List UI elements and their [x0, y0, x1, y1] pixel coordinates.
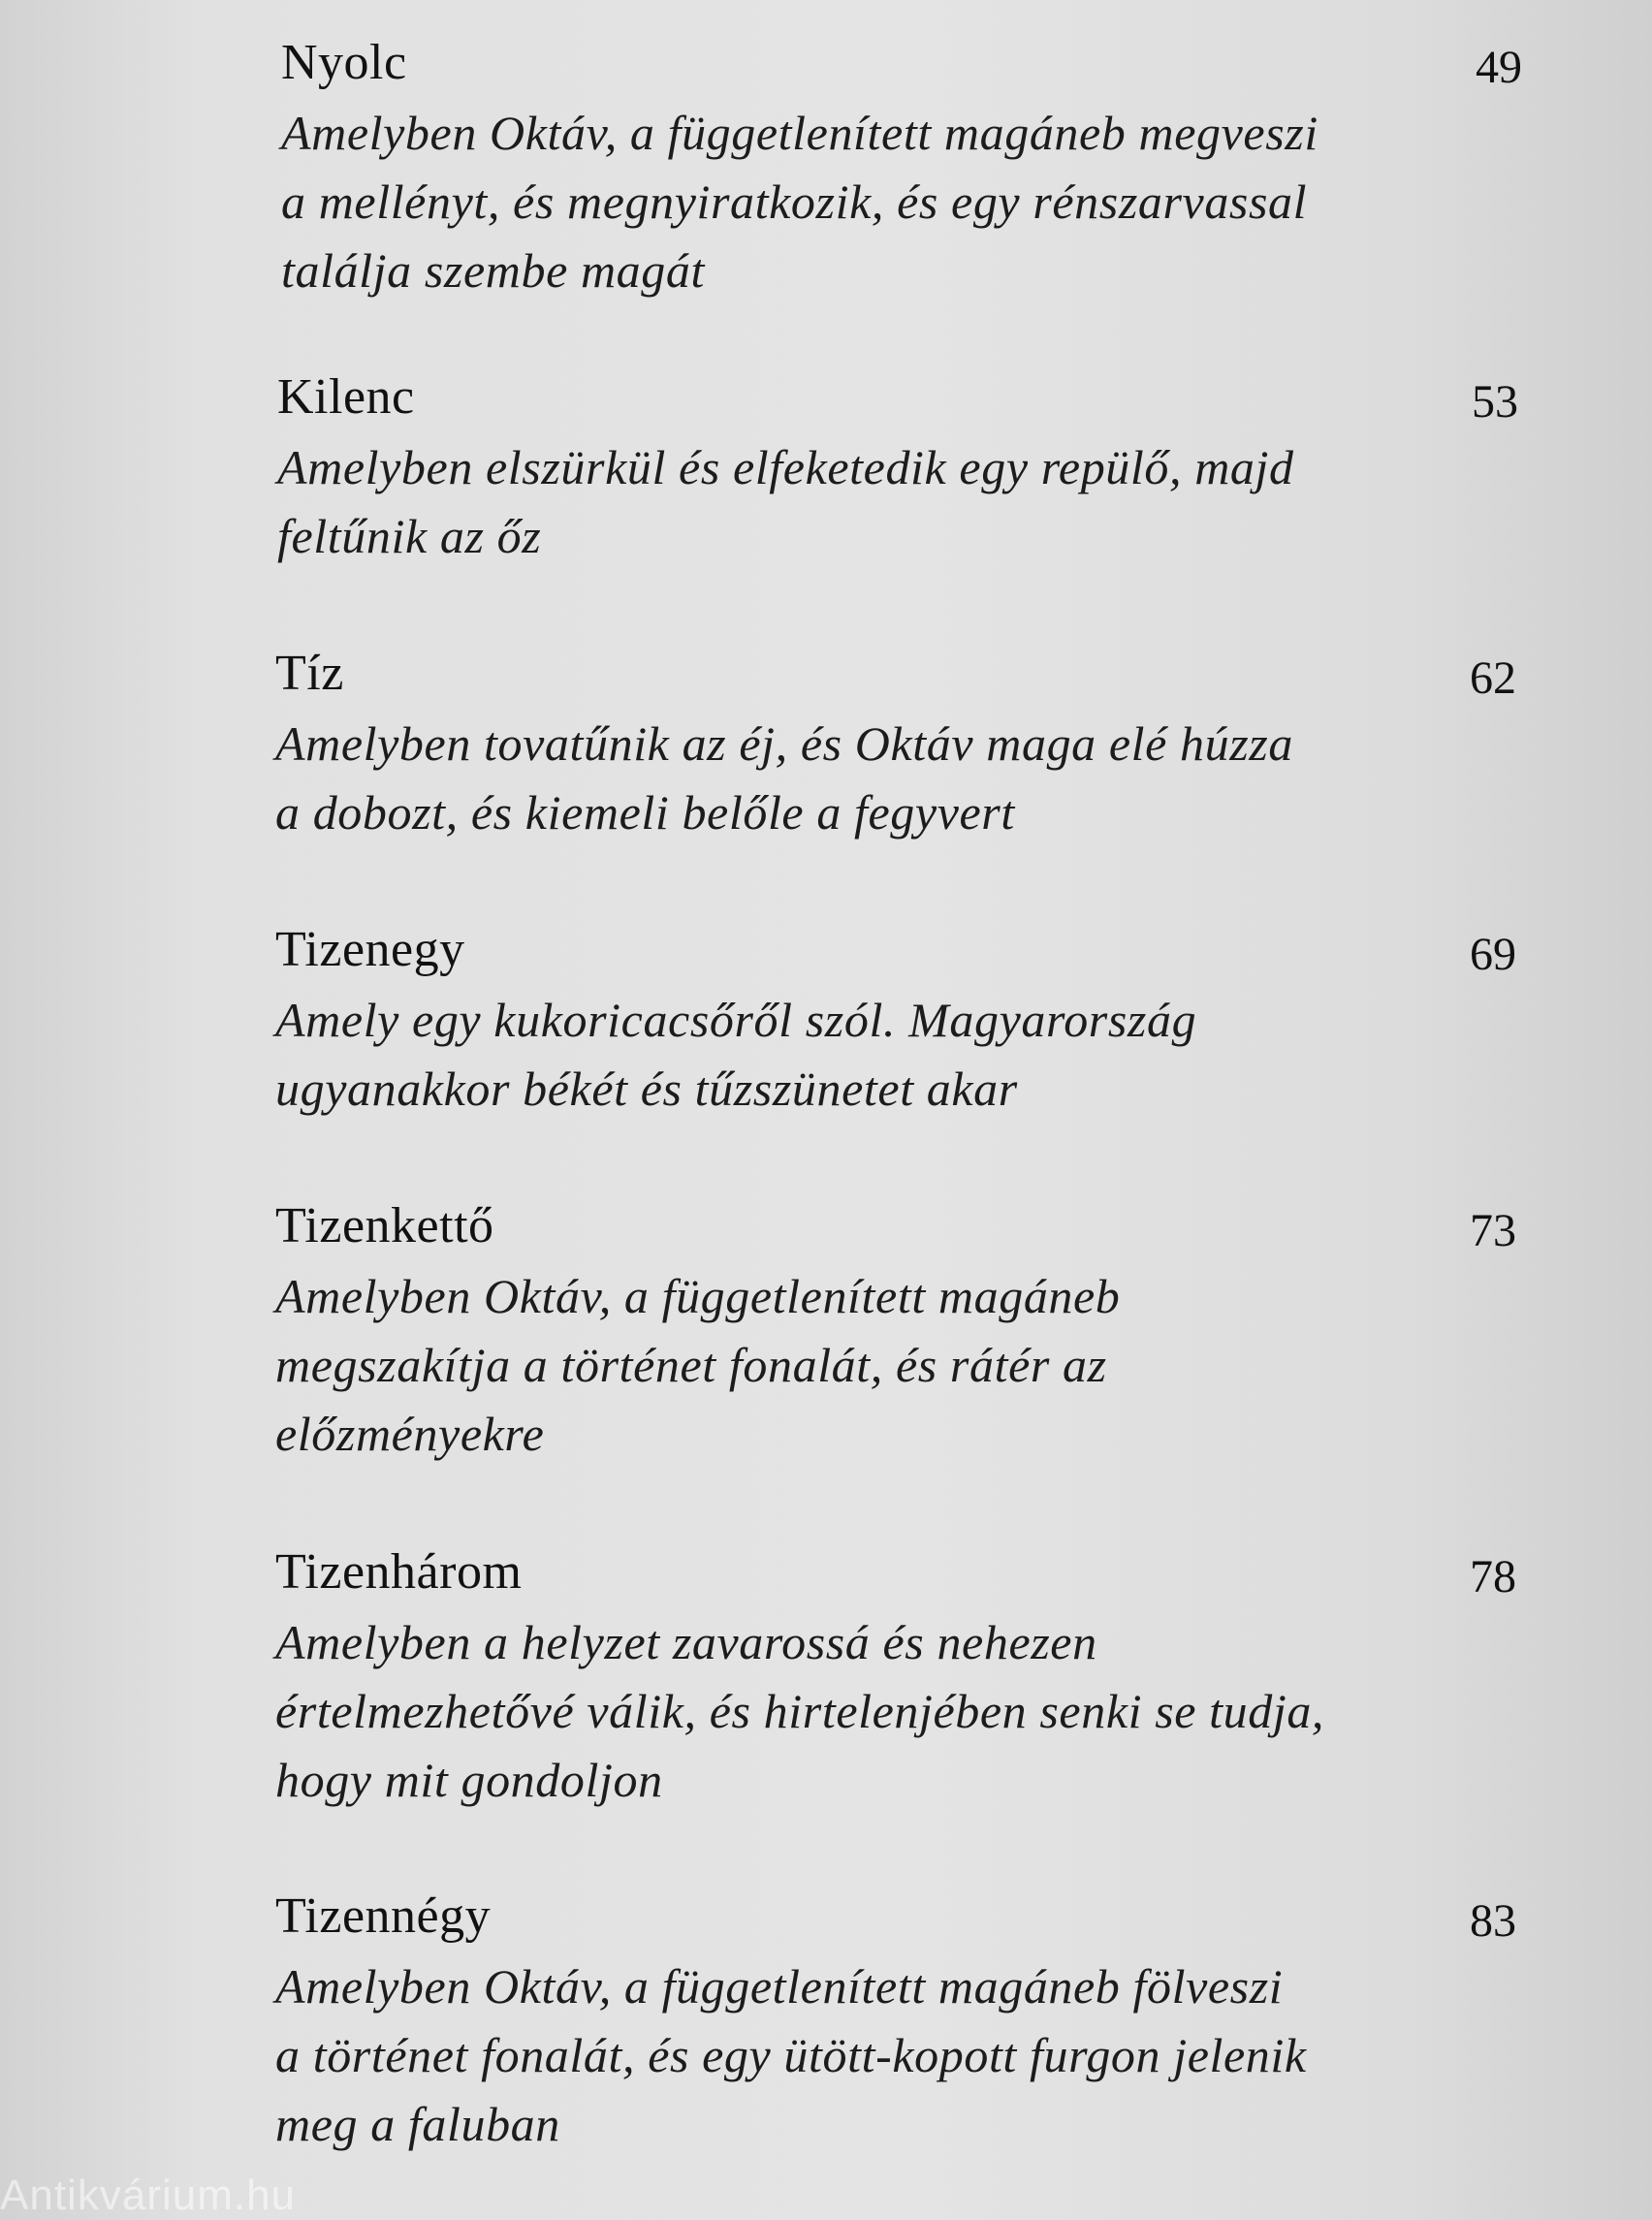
chapter-title: Tizennégy: [275, 1888, 492, 1944]
description-line: a történet fonalát, és egy ütött-kopott furgon jelenik: [275, 2028, 1307, 2082]
chapter-title: Kilenc: [277, 369, 415, 425]
description-line: Amely egy kukoricacsőről szól. Magyarország: [275, 993, 1197, 1047]
description-line: előzményekre: [275, 1407, 545, 1461]
chapter-title: Tizenkettő: [275, 1198, 494, 1253]
description-line: a dobozt, és kiemeli belőle a fegyvert: [275, 785, 1015, 840]
toc-entry: [275, 640, 1526, 847]
chapter-description: [275, 986, 1419, 1124]
chapter-description: [275, 1262, 1419, 1469]
description-line: Amelyben Oktáv, a függetlenített magáneb fölveszi: [275, 1959, 1284, 2014]
toc-entry: [277, 364, 1528, 571]
description-line: meg a faluban: [275, 2097, 560, 2151]
chapter-description: [275, 1608, 1419, 1815]
toc-entry: [275, 1192, 1526, 1469]
watermark-text: Antikvárium.hu: [0, 2172, 297, 2219]
page-number: 83: [1470, 1895, 1516, 1947]
description-line: hogy mit gondoljon: [275, 1753, 663, 1807]
description-line: megszakítja a történet fonalát, és rátér az: [275, 1338, 1107, 1392]
description-line: értelmezhetővé válik, és hirtelenjében senki se tudja,: [275, 1684, 1325, 1738]
chapter-description: [281, 99, 1425, 305]
description-line: találja szembe magát: [281, 243, 705, 298]
description-line: Amelyben Oktáv, a függetlenített magáneb megveszi: [281, 106, 1318, 160]
description-line: ugyanakkor békét és tűzszünetet akar: [275, 1062, 1018, 1116]
page-number: 62: [1470, 652, 1516, 704]
chapter-title: Tizenhárom: [275, 1544, 523, 1600]
description-line: Amelyben a helyzet zavarossá és nehezen: [275, 1615, 1097, 1669]
page-number: 49: [1476, 42, 1522, 93]
chapter-title: Tizenegy: [275, 922, 465, 977]
toc-entry: [275, 1538, 1526, 1815]
chapter-description: [275, 1952, 1419, 2159]
description-line: feltűnik az őz: [277, 509, 542, 563]
description-line: Amelyben Oktáv, a függetlenített magáneb: [275, 1269, 1121, 1323]
table-of-contents: [275, 29, 1532, 2151]
toc-entry: [281, 29, 1532, 305]
toc-entry: [275, 916, 1526, 1124]
description-line: Amelyben elszürkül és elfeketedik egy repülő, majd: [277, 440, 1294, 494]
description-line: Amelyben tovatűnik az éj, és Oktáv maga elé húzza: [275, 716, 1293, 771]
description-line: a mellényt, és megnyiratkozik, és egy rénszarvassal: [281, 174, 1308, 229]
chapter-description: [277, 433, 1421, 571]
page-number: 69: [1470, 929, 1516, 980]
page-number: 78: [1470, 1551, 1516, 1602]
page-number: 53: [1472, 376, 1518, 428]
chapter-title: Tíz: [275, 646, 344, 701]
toc-entry: [275, 1883, 1526, 2159]
chapter-description: [275, 710, 1419, 847]
chapter-title: Nyolc: [281, 35, 407, 90]
page-number: 73: [1470, 1205, 1516, 1256]
